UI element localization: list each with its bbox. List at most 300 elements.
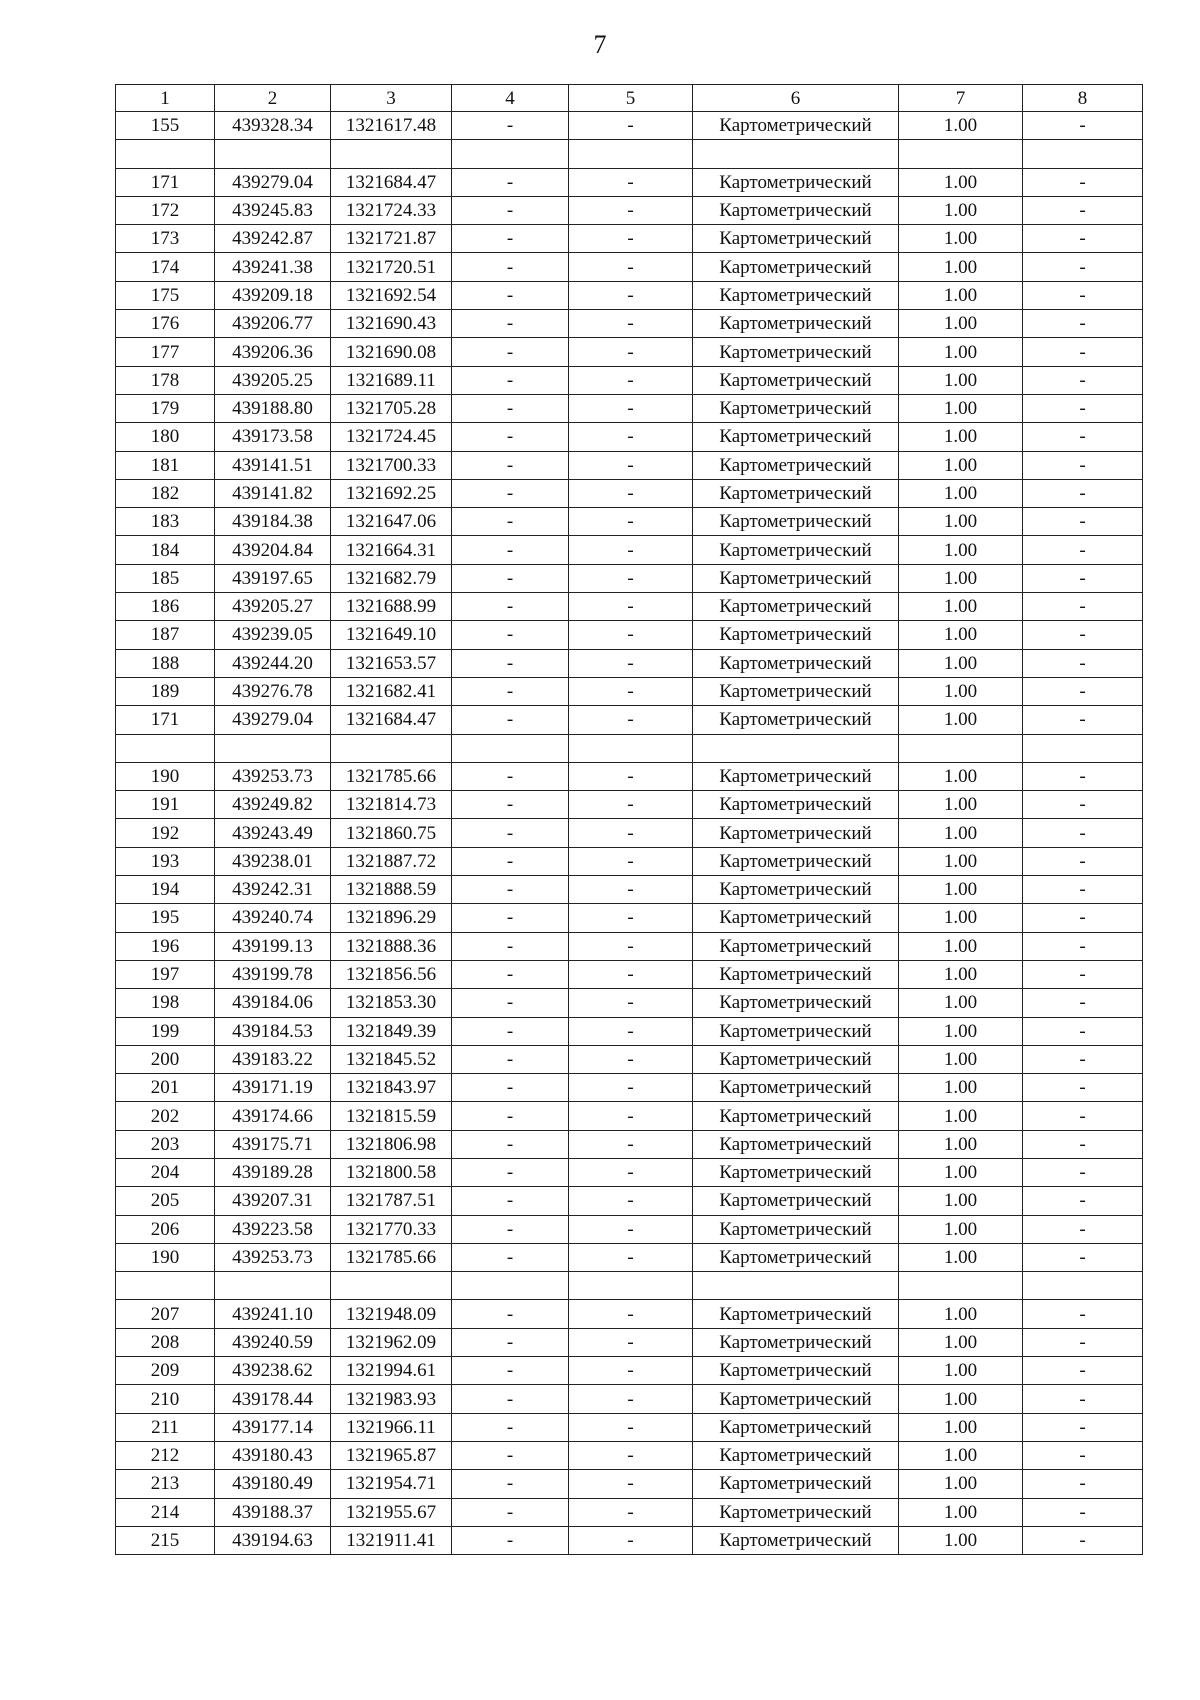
table-row bbox=[116, 1074, 1143, 1102]
table-cell: - bbox=[452, 677, 569, 705]
table-cell: - bbox=[1023, 621, 1143, 649]
table-cell: - bbox=[569, 1158, 693, 1186]
table-cell: 208 bbox=[116, 1328, 215, 1356]
table-cell: - bbox=[1023, 762, 1143, 790]
table-cell: - bbox=[569, 932, 693, 960]
table-cell: 173 bbox=[116, 225, 215, 253]
table-cell bbox=[452, 140, 569, 168]
table-cell bbox=[452, 734, 569, 762]
table-row bbox=[116, 366, 1143, 394]
table-cell: - bbox=[1023, 1385, 1143, 1413]
table-cell: - bbox=[1023, 564, 1143, 592]
table-cell: 439240.59 bbox=[215, 1328, 331, 1356]
table-cell: - bbox=[1023, 1357, 1143, 1385]
table-cell: - bbox=[452, 112, 569, 140]
table-cell: Картометрический bbox=[693, 508, 899, 536]
table-cell: 1.00 bbox=[899, 1130, 1023, 1158]
table-cell: 210 bbox=[116, 1385, 215, 1413]
table-cell: - bbox=[452, 338, 569, 366]
table-cell: 1321684.47 bbox=[331, 168, 452, 196]
table-cell bbox=[1023, 734, 1143, 762]
table-cell: 439184.06 bbox=[215, 989, 331, 1017]
table-cell: 439173.58 bbox=[215, 423, 331, 451]
table-cell bbox=[331, 140, 452, 168]
table-cell: - bbox=[569, 564, 693, 592]
table-cell: 439240.74 bbox=[215, 904, 331, 932]
table-cell: 439141.82 bbox=[215, 479, 331, 507]
table-cell: 439209.18 bbox=[215, 281, 331, 309]
table-row bbox=[116, 706, 1143, 734]
table-cell: 174 bbox=[116, 253, 215, 281]
table-cell: 1321983.93 bbox=[331, 1385, 452, 1413]
table-cell: 439141.51 bbox=[215, 451, 331, 479]
table-cell: - bbox=[569, 1074, 693, 1102]
table-cell: 1321965.87 bbox=[331, 1441, 452, 1469]
table-cell: - bbox=[452, 960, 569, 988]
table-cell: 439328.34 bbox=[215, 112, 331, 140]
table-cell: - bbox=[452, 281, 569, 309]
table-cell: Картометрический bbox=[693, 112, 899, 140]
table-cell: 200 bbox=[116, 1045, 215, 1073]
table-cell: 1.00 bbox=[899, 423, 1023, 451]
table-cell: - bbox=[452, 1045, 569, 1073]
table-cell: 1.00 bbox=[899, 310, 1023, 338]
table-cell: 439276.78 bbox=[215, 677, 331, 705]
table-cell: 182 bbox=[116, 479, 215, 507]
table-row bbox=[116, 1243, 1143, 1271]
table-cell: Картометрический bbox=[693, 1074, 899, 1102]
table-cell: 1.00 bbox=[899, 1328, 1023, 1356]
table-cell bbox=[116, 734, 215, 762]
table-cell: 1.00 bbox=[899, 904, 1023, 932]
column-header: 1 bbox=[116, 85, 215, 112]
table-cell: 1.00 bbox=[899, 791, 1023, 819]
table-cell: - bbox=[569, 366, 693, 394]
table-cell: - bbox=[1023, 1187, 1143, 1215]
table-cell: 1.00 bbox=[899, 338, 1023, 366]
table-cell: 1321814.73 bbox=[331, 791, 452, 819]
table-cell: - bbox=[569, 451, 693, 479]
table-cell: 171 bbox=[116, 168, 215, 196]
table-cell: 190 bbox=[116, 762, 215, 790]
table-cell: 439249.82 bbox=[215, 791, 331, 819]
table-cell: 199 bbox=[116, 1017, 215, 1045]
table-cell: 1.00 bbox=[899, 225, 1023, 253]
table-row bbox=[116, 253, 1143, 281]
table-cell: - bbox=[452, 932, 569, 960]
table-cell: - bbox=[1023, 253, 1143, 281]
table-cell: 439205.27 bbox=[215, 593, 331, 621]
table-cell: 1.00 bbox=[899, 1158, 1023, 1186]
table-cell: 1.00 bbox=[899, 1074, 1023, 1102]
table-cell: 1321888.36 bbox=[331, 932, 452, 960]
table-cell: Картометрический bbox=[693, 1357, 899, 1385]
table-cell: 1321800.58 bbox=[331, 1158, 452, 1186]
table-cell: - bbox=[452, 1328, 569, 1356]
table-row bbox=[116, 819, 1143, 847]
table-cell: 1321682.79 bbox=[331, 564, 452, 592]
table-row bbox=[116, 1328, 1143, 1356]
table-cell: 1321843.97 bbox=[331, 1074, 452, 1102]
table-cell: 1.00 bbox=[899, 677, 1023, 705]
table-cell: - bbox=[1023, 706, 1143, 734]
table-cell: - bbox=[1023, 338, 1143, 366]
table-cell: - bbox=[1023, 225, 1143, 253]
table-cell: 439279.04 bbox=[215, 168, 331, 196]
table-cell bbox=[569, 1272, 693, 1300]
table-cell: 439174.66 bbox=[215, 1102, 331, 1130]
table-cell: Картометрический bbox=[693, 1385, 899, 1413]
table-cell: 439207.31 bbox=[215, 1187, 331, 1215]
table-cell: - bbox=[1023, 1074, 1143, 1102]
table-cell: 177 bbox=[116, 338, 215, 366]
table-cell: 1.00 bbox=[899, 706, 1023, 734]
table-cell: 1.00 bbox=[899, 1526, 1023, 1554]
table-cell: 439239.05 bbox=[215, 621, 331, 649]
table-cell: - bbox=[569, 310, 693, 338]
table-cell: - bbox=[452, 762, 569, 790]
table-cell: 175 bbox=[116, 281, 215, 309]
table-cell: 178 bbox=[116, 366, 215, 394]
table-cell: - bbox=[1023, 1158, 1143, 1186]
table-cell: 439279.04 bbox=[215, 706, 331, 734]
table-cell: - bbox=[1023, 932, 1143, 960]
table-cell: 211 bbox=[116, 1413, 215, 1441]
table-cell: - bbox=[569, 593, 693, 621]
table-cell bbox=[215, 140, 331, 168]
table-cell: Картометрический bbox=[693, 253, 899, 281]
table-cell: 1321647.06 bbox=[331, 508, 452, 536]
table-cell: 1321853.30 bbox=[331, 989, 452, 1017]
table-cell: Картометрический bbox=[693, 1017, 899, 1045]
table-cell: 439238.01 bbox=[215, 847, 331, 875]
table-cell: 439177.14 bbox=[215, 1413, 331, 1441]
table-cell: - bbox=[569, 253, 693, 281]
table-cell: 1321684.47 bbox=[331, 706, 452, 734]
table-cell: 1321806.98 bbox=[331, 1130, 452, 1158]
table-cell: 176 bbox=[116, 310, 215, 338]
table-cell: - bbox=[452, 451, 569, 479]
table-cell: 1.00 bbox=[899, 112, 1023, 140]
table-cell: - bbox=[1023, 196, 1143, 224]
table-cell: 1.00 bbox=[899, 451, 1023, 479]
table-cell: 439184.38 bbox=[215, 508, 331, 536]
table-cell bbox=[569, 734, 693, 762]
table-cell: 1321787.51 bbox=[331, 1187, 452, 1215]
table-row bbox=[116, 1272, 1143, 1300]
table-cell: 439175.71 bbox=[215, 1130, 331, 1158]
table-cell: 1321724.33 bbox=[331, 196, 452, 224]
table-cell: 1321690.08 bbox=[331, 338, 452, 366]
table-cell bbox=[215, 734, 331, 762]
table-cell: 1321720.51 bbox=[331, 253, 452, 281]
table-cell: 1321948.09 bbox=[331, 1300, 452, 1328]
table-cell: Картометрический bbox=[693, 536, 899, 564]
table-cell: 1.00 bbox=[899, 1300, 1023, 1328]
table-row bbox=[116, 876, 1143, 904]
table-cell: 439199.78 bbox=[215, 960, 331, 988]
table-cell: - bbox=[1023, 451, 1143, 479]
table-cell: - bbox=[569, 1526, 693, 1554]
table-cell: 439245.83 bbox=[215, 196, 331, 224]
table-cell: 1.00 bbox=[899, 1385, 1023, 1413]
table-cell: 1.00 bbox=[899, 1498, 1023, 1526]
table-cell: - bbox=[569, 706, 693, 734]
table-cell: - bbox=[569, 1102, 693, 1130]
table-cell: 439253.73 bbox=[215, 762, 331, 790]
table-cell: 1.00 bbox=[899, 536, 1023, 564]
table-cell: 1.00 bbox=[899, 1357, 1023, 1385]
table-cell: 198 bbox=[116, 989, 215, 1017]
table-cell: - bbox=[1023, 1102, 1143, 1130]
table-cell: - bbox=[1023, 112, 1143, 140]
table-cell: Картометрический bbox=[693, 1441, 899, 1469]
table-cell: - bbox=[452, 1498, 569, 1526]
table-cell: 1321682.41 bbox=[331, 677, 452, 705]
table-body bbox=[116, 112, 1143, 1555]
table-cell: Картометрический bbox=[693, 621, 899, 649]
table-cell: - bbox=[569, 1017, 693, 1045]
table-cell bbox=[331, 1272, 452, 1300]
table-cell: 439178.44 bbox=[215, 1385, 331, 1413]
table-cell: 439184.53 bbox=[215, 1017, 331, 1045]
column-header: 4 bbox=[452, 85, 569, 112]
table-cell: - bbox=[569, 621, 693, 649]
table-cell: 1.00 bbox=[899, 394, 1023, 422]
table-cell: 1321785.66 bbox=[331, 762, 452, 790]
table-cell: - bbox=[1023, 366, 1143, 394]
table-cell: - bbox=[569, 423, 693, 451]
table-cell bbox=[693, 140, 899, 168]
table-cell: - bbox=[569, 677, 693, 705]
table-cell: Картометрический bbox=[693, 451, 899, 479]
table-row bbox=[116, 960, 1143, 988]
table-cell: - bbox=[1023, 989, 1143, 1017]
table-cell: - bbox=[1023, 960, 1143, 988]
table-cell: 1321664.31 bbox=[331, 536, 452, 564]
table-cell: 1.00 bbox=[899, 1413, 1023, 1441]
table-row bbox=[116, 508, 1143, 536]
table-row bbox=[116, 1045, 1143, 1073]
table-row bbox=[116, 1158, 1143, 1186]
column-header: 3 bbox=[331, 85, 452, 112]
table-cell: 439206.77 bbox=[215, 310, 331, 338]
table-cell: - bbox=[569, 225, 693, 253]
table-cell: 1321845.52 bbox=[331, 1045, 452, 1073]
table-cell: - bbox=[452, 1413, 569, 1441]
table-cell: 1321690.43 bbox=[331, 310, 452, 338]
table-cell: 439244.20 bbox=[215, 649, 331, 677]
table-cell: 1321700.33 bbox=[331, 451, 452, 479]
table-cell: Картометрический bbox=[693, 479, 899, 507]
table-cell: - bbox=[1023, 508, 1143, 536]
table-cell: 1.00 bbox=[899, 819, 1023, 847]
table-cell: - bbox=[452, 1526, 569, 1554]
table-row bbox=[116, 196, 1143, 224]
table-cell: - bbox=[452, 1017, 569, 1045]
table-cell: 185 bbox=[116, 564, 215, 592]
table-cell: 1321849.39 bbox=[331, 1017, 452, 1045]
table-cell: - bbox=[452, 310, 569, 338]
table-row bbox=[116, 1441, 1143, 1469]
page-number: 7 bbox=[593, 30, 607, 59]
table-cell: - bbox=[569, 112, 693, 140]
table-cell: Картометрический bbox=[693, 168, 899, 196]
table-cell: 1.00 bbox=[899, 847, 1023, 875]
table-cell: - bbox=[1023, 1328, 1143, 1356]
column-header: 2 bbox=[215, 85, 331, 112]
table-row bbox=[116, 989, 1143, 1017]
table-cell: 439204.84 bbox=[215, 536, 331, 564]
table-cell: - bbox=[452, 876, 569, 904]
table-cell: - bbox=[452, 1130, 569, 1158]
table-cell: 192 bbox=[116, 819, 215, 847]
table-cell: Картометрический bbox=[693, 1102, 899, 1130]
table-cell: Картометрический bbox=[693, 791, 899, 819]
table-row bbox=[116, 338, 1143, 366]
table-row bbox=[116, 1498, 1143, 1526]
table-cell: Картометрический bbox=[693, 989, 899, 1017]
table-cell: 1.00 bbox=[899, 593, 1023, 621]
table-cell: 1.00 bbox=[899, 876, 1023, 904]
table-cell: 1321911.41 bbox=[331, 1526, 452, 1554]
table-cell: 1321785.66 bbox=[331, 1243, 452, 1271]
table-cell: 1.00 bbox=[899, 762, 1023, 790]
table-cell: 191 bbox=[116, 791, 215, 819]
table-cell: 215 bbox=[116, 1526, 215, 1554]
table-cell: Картометрический bbox=[693, 225, 899, 253]
table-cell: 439205.25 bbox=[215, 366, 331, 394]
table-cell: - bbox=[569, 1243, 693, 1271]
table-cell: 1321688.99 bbox=[331, 593, 452, 621]
table-row bbox=[116, 1300, 1143, 1328]
table-cell: Картометрический bbox=[693, 564, 899, 592]
table-cell: Картометрический bbox=[693, 338, 899, 366]
table-cell bbox=[116, 1272, 215, 1300]
table-cell: Картометрический bbox=[693, 706, 899, 734]
table-cell: - bbox=[569, 1470, 693, 1498]
table-cell: 1.00 bbox=[899, 1215, 1023, 1243]
table-cell bbox=[215, 1272, 331, 1300]
table-cell: - bbox=[1023, 593, 1143, 621]
table-row bbox=[116, 112, 1143, 140]
table-cell: - bbox=[452, 989, 569, 1017]
table-cell: 1321955.67 bbox=[331, 1498, 452, 1526]
table-cell: - bbox=[1023, 1526, 1143, 1554]
coordinates-table bbox=[115, 84, 1143, 1555]
table-cell: - bbox=[452, 225, 569, 253]
table-cell: Картометрический bbox=[693, 310, 899, 338]
table-cell: 1.00 bbox=[899, 479, 1023, 507]
table-cell: - bbox=[569, 508, 693, 536]
table-cell: 1.00 bbox=[899, 253, 1023, 281]
table-cell: Картометрический bbox=[693, 819, 899, 847]
table-cell: - bbox=[452, 536, 569, 564]
table-cell: - bbox=[569, 1215, 693, 1243]
table-cell: Картометрический bbox=[693, 1215, 899, 1243]
table-cell: 205 bbox=[116, 1187, 215, 1215]
table-cell: 1321994.61 bbox=[331, 1357, 452, 1385]
table-cell: - bbox=[1023, 876, 1143, 904]
table-cell: - bbox=[452, 423, 569, 451]
table-cell: - bbox=[452, 564, 569, 592]
table-cell bbox=[693, 1272, 899, 1300]
table-cell: 1.00 bbox=[899, 932, 1023, 960]
table-row bbox=[116, 1187, 1143, 1215]
table-cell: 1321815.59 bbox=[331, 1102, 452, 1130]
table-cell: - bbox=[452, 1215, 569, 1243]
table-cell: - bbox=[569, 1413, 693, 1441]
table-cell: Картометрический bbox=[693, 1243, 899, 1271]
table-cell: Картометрический bbox=[693, 847, 899, 875]
table-cell: - bbox=[1023, 791, 1143, 819]
table-cell: 439253.73 bbox=[215, 1243, 331, 1271]
table-cell: 439223.58 bbox=[215, 1215, 331, 1243]
table-cell: - bbox=[1023, 1300, 1143, 1328]
table-cell: 1.00 bbox=[899, 1187, 1023, 1215]
table-cell: 439242.31 bbox=[215, 876, 331, 904]
table-cell: Картометрический bbox=[693, 1498, 899, 1526]
table-cell: - bbox=[569, 168, 693, 196]
table-cell: - bbox=[569, 536, 693, 564]
table-cell: - bbox=[569, 338, 693, 366]
table-cell bbox=[1023, 140, 1143, 168]
table-row bbox=[116, 649, 1143, 677]
table-cell: 1.00 bbox=[899, 621, 1023, 649]
table-cell: - bbox=[1023, 1130, 1143, 1158]
table-cell: - bbox=[569, 1328, 693, 1356]
table-cell: 1321896.29 bbox=[331, 904, 452, 932]
table-cell: 1.00 bbox=[899, 281, 1023, 309]
table-cell: 209 bbox=[116, 1357, 215, 1385]
table-cell bbox=[116, 140, 215, 168]
column-header: 7 bbox=[899, 85, 1023, 112]
table-cell: 1321962.09 bbox=[331, 1328, 452, 1356]
table-cell: - bbox=[452, 1441, 569, 1469]
table-cell: 1321887.72 bbox=[331, 847, 452, 875]
table-cell: 171 bbox=[116, 706, 215, 734]
table-cell: - bbox=[452, 1470, 569, 1498]
table-row bbox=[116, 394, 1143, 422]
table-cell: - bbox=[1023, 677, 1143, 705]
table-cell: - bbox=[452, 847, 569, 875]
table-cell: 1321954.71 bbox=[331, 1470, 452, 1498]
table-cell: Картометрический bbox=[693, 677, 899, 705]
table-row bbox=[116, 621, 1143, 649]
table-cell: - bbox=[452, 1158, 569, 1186]
table-cell: 155 bbox=[116, 112, 215, 140]
table-cell: - bbox=[1023, 649, 1143, 677]
table-cell: - bbox=[569, 1498, 693, 1526]
table-cell: - bbox=[452, 904, 569, 932]
table-cell: 439241.38 bbox=[215, 253, 331, 281]
table-cell: - bbox=[1023, 281, 1143, 309]
table-cell: Картометрический bbox=[693, 932, 899, 960]
table-cell: 1.00 bbox=[899, 366, 1023, 394]
table-row bbox=[116, 762, 1143, 790]
table-cell: 204 bbox=[116, 1158, 215, 1186]
table-cell: - bbox=[569, 1357, 693, 1385]
column-header: 5 bbox=[569, 85, 693, 112]
table-cell: - bbox=[1023, 168, 1143, 196]
table-cell: - bbox=[452, 791, 569, 819]
table-cell: - bbox=[1023, 1470, 1143, 1498]
table-cell: - bbox=[452, 1300, 569, 1328]
table-cell: 1.00 bbox=[899, 960, 1023, 988]
table-row bbox=[116, 1357, 1143, 1385]
table-row bbox=[116, 281, 1143, 309]
table-cell: - bbox=[1023, 1441, 1143, 1469]
